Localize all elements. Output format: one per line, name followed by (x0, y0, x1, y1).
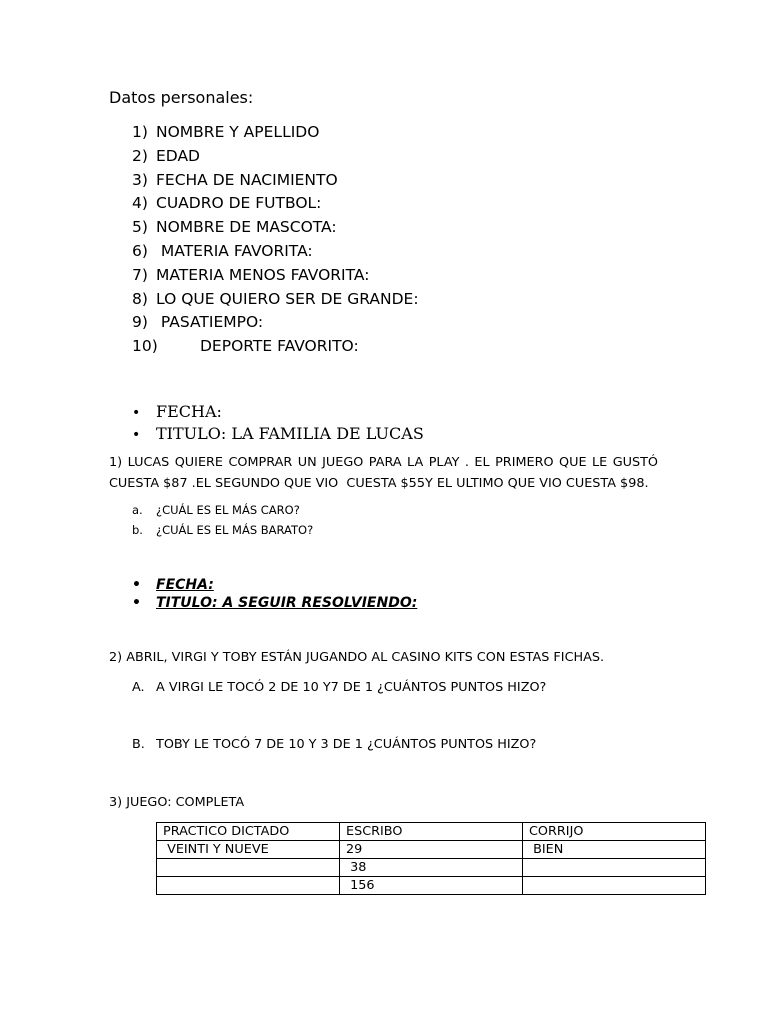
fecha-line: • FECHA: (132, 577, 214, 593)
list-item: 8) LO QUE QUIERO SER DE GRANDE: (132, 289, 419, 308)
table-cell[interactable]: 29 (340, 841, 523, 859)
list-item: 10) DEPORTE FAVORITO: (132, 337, 359, 356)
list-item: 2) EDAD (132, 146, 200, 165)
problem2-option-a: A. A VIRGI LE TOCÓ 2 DE 10 Y7 DE 1 ¿CUÁNTOS PUNTOS HIZO? (132, 680, 547, 695)
personal-data-list (132, 121, 419, 359)
table-row (157, 877, 706, 895)
problem2-option-b: B. TOBY LE TOCÓ 7 DE 10 Y 3 DE 1 ¿CUÁNTOS PUNTOS HIZO? (132, 737, 537, 752)
table-cell[interactable]: 38 (340, 859, 523, 877)
problem1-text: 1) LUCAS QUIERE COMPRAR UN JUEGO PARA LA PLAY . EL PRIMERO QUE LE GUSTÓ CUESTA $87 .EL SEGUNDO QUE VIO CUESTA $55Y EL ULTIMO QUE VIO CUESTA $98. (109, 455, 658, 491)
list-item: b. ¿CUÁL ES EL MÁS BARATO? (132, 522, 314, 537)
title-line: • TITULO: A SEGUIR RESOLVIENDO: (132, 595, 418, 611)
section1-header-list (132, 401, 424, 444)
table-header-cell: ESCRIBO (340, 823, 523, 841)
list-item: 6) MATERIA FAVORITA: (132, 241, 313, 260)
table-cell[interactable] (157, 859, 340, 877)
bullet-icon: • (132, 577, 141, 593)
table-row (157, 841, 706, 859)
table-header-row (157, 823, 706, 841)
table-header-cell: PRACTICO DICTADO (157, 823, 340, 841)
table-cell[interactable] (523, 859, 706, 877)
table-row (157, 859, 706, 877)
title-line: • TITULO: LA FAMILIA DE LUCAS (132, 423, 424, 445)
list-item: 5) NOMBRE DE MASCOTA: (132, 218, 337, 237)
dictation-table (156, 822, 706, 895)
problem3-text: 3) JUEGO: COMPLETA (109, 795, 245, 810)
list-item: 4) CUADRO DE FUTBOL: (132, 194, 322, 213)
list-item: 7) MATERIA MENOS FAVORITA: (132, 265, 370, 284)
list-item: 9) PASATIEMPO: (132, 313, 264, 332)
fecha-line: • FECHA: (132, 401, 424, 423)
page-heading: Datos personales: (109, 88, 254, 107)
table-cell[interactable]: VEINTI Y NUEVE (157, 841, 340, 859)
section2-header-list (132, 576, 417, 612)
bullet-icon: • (132, 426, 141, 443)
table-cell[interactable]: BIEN (523, 841, 706, 859)
problem2-text: 2) ABRIL, VIRGI Y TOBY ESTÁN JUGANDO AL CASINO KITS CON ESTAS FICHAS. (109, 650, 605, 665)
table-cell[interactable] (523, 877, 706, 895)
list-item: a. ¿CUÁL ES EL MÁS CARO? (132, 503, 300, 517)
bullet-icon: • (132, 405, 141, 421)
table-cell[interactable]: 156 (340, 877, 523, 895)
table-cell[interactable] (157, 877, 340, 895)
bullet-icon: • (132, 595, 141, 611)
list-item: 1) NOMBRE Y APELLIDO (132, 123, 320, 141)
problem1-options (132, 501, 313, 540)
table-header-cell: CORRIJO (523, 823, 706, 841)
list-item: 3) FECHA DE NACIMIENTO (132, 170, 338, 189)
